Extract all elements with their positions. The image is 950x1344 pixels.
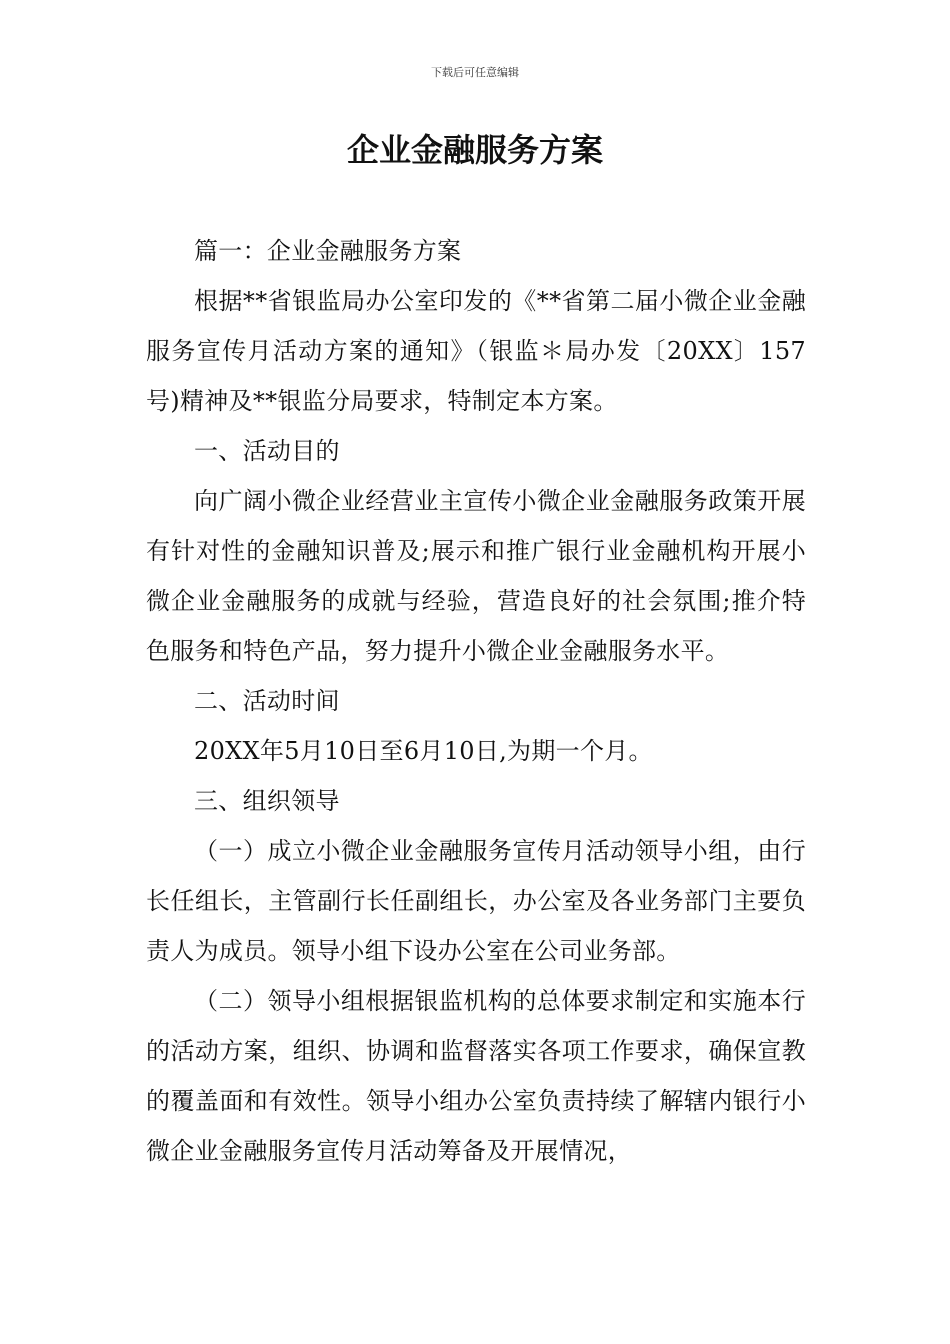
section-heading-organization: 三、组织领导 [194,787,340,815]
paragraph-time: 20XX年5月10日至6月10日,为期一个月。 [194,737,653,765]
paragraph-intro: 根据**省银监局办公室印发的《**省第二届小微企业金融服务宣传月活动方案的通知》（银监＊局办发〔20XX〕157号)精神及**银监分局要求，特制定本方案。 [146,287,806,415]
section-heading-purpose: 一、活动目的 [194,437,340,465]
paragraph-organization-1: （一）成立小微企业金融服务宣传月活动领导小组，由行长任组长，主管副行长任副组长，办公室及各业务部门主要负责人为成员。领导小组下设办公室在公司业务部。 [146,837,806,965]
paragraph-purpose: 向广阔小微企业经营业主宣传小微企业金融服务政策开展有针对性的金融知识普及;展示和推广银行业金融机构开展小微企业金融服务的成就与经验，营造良好的社会氛围;推介特色服务和特色产品，努力提升小微企业金融服务水平。 [146,487,806,665]
paragraph-organization-2: （二）领导小组根据银监机构的总体要求制定和实施本行的活动方案，组织、协调和监督落实各项工作要求，确保宣教的覆盖面和有效性。领导小组办公室负责持续了解辖内银行小微企业金融服务宣传月活动筹备及开展情况， [146,987,806,1165]
document-title: 企业金融服务方案 [346,131,603,169]
paragraph-subtitle: 篇一：企业金融服务方案 [194,237,462,265]
section-heading-time: 二、活动时间 [194,687,340,715]
document-body [146,226,806,1176]
header-note: 下载后可任意编辑 [431,66,519,79]
